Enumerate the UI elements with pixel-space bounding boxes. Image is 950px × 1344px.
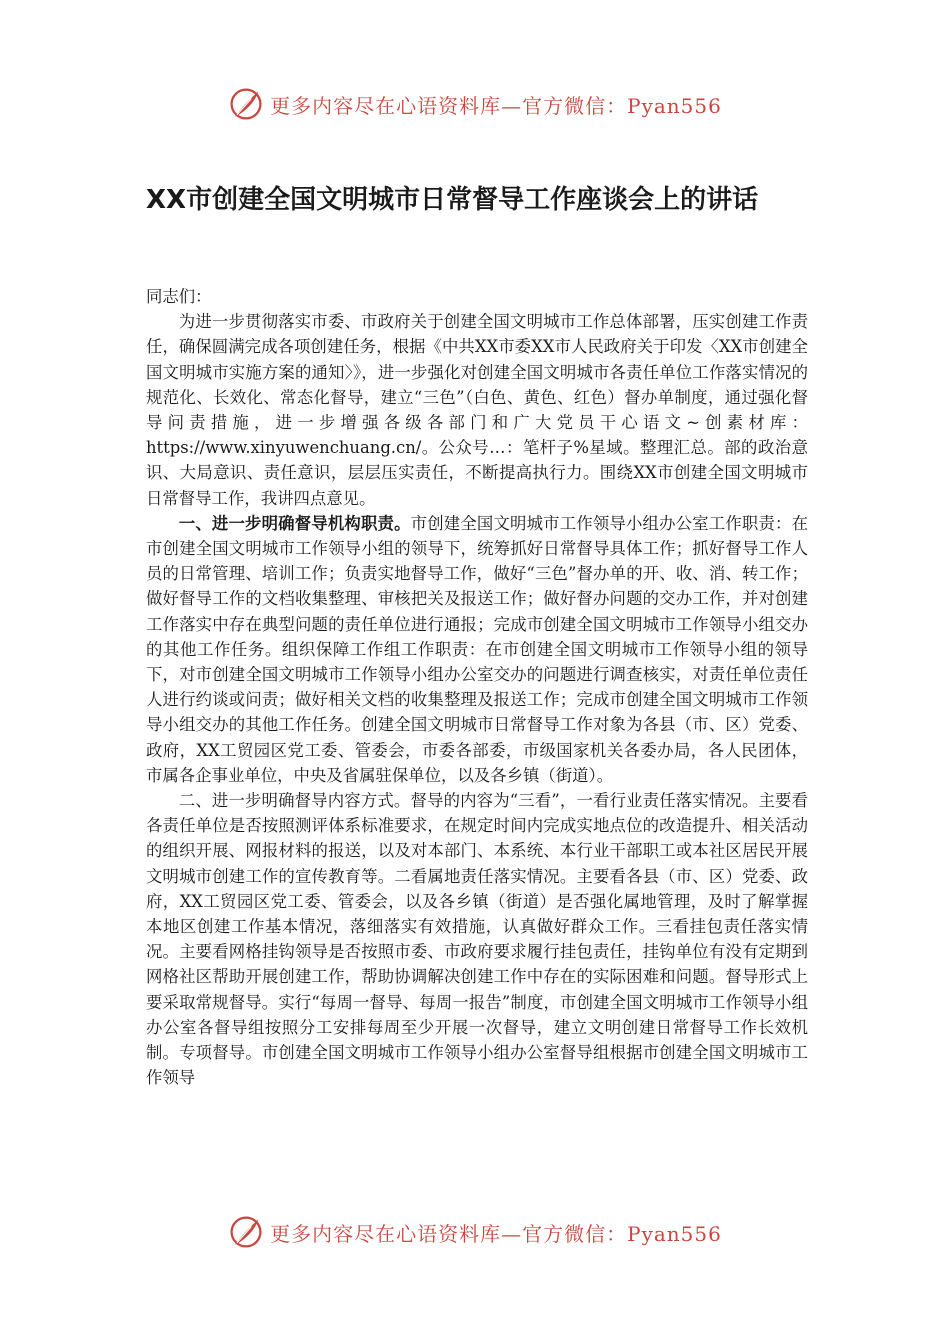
footer-watermark-banner: [0, 1210, 950, 1254]
header-watermark-banner: [0, 82, 950, 126]
document-title: XX市创建全国文明城市日常督导工作座谈会上的讲话: [146, 185, 759, 215]
salutation: 同志们：: [146, 287, 212, 306]
paragraph-text: 市创建全国文明城市工作领导小组办公室工作职责：在市创建全国文明城市工作领导小组的领导下，统筹抓好日常督导具体工作；抓好督导工作人员的日常管理、培训工作；负责实地督导工作，做好“三色”督办单的开、收、消、转工作；做好督导工作的文档收集整理、审核把关及报送工作；做好督办问题的交办工作，并对创建工作落实中存在典型问题的责任单位进行通报；完成市创建全国文明城市工作领导小组交办的其他工作任务。组织保障工作组工作职责：在市创建全国文明城市工作领导小组的领导下，对市创建全国文明城市工作领导小组办公室交办的问题进行调查核实，对责任单位责任人进行约谈或问责；做好相关文档的收集整理及报送工作；完成市创建全国文明城市工作领导小组交办的其他工作任务。创建全国文明城市日常督导工作对象为各县（市、区）党委、政府，XX工贸园区党工委、管委会，市委各部委，市级国家机关各委办局，各人民团体，市属各企事业单位，中央及省属驻保单位，以及各乡镇（街道）。: [146, 513, 808, 785]
paragraph-section-2: [146, 788, 808, 1090]
paragraph-text: 二、进一步明确督导内容方式。督导的内容为“三看”，一看行业责任落实情况。主要看各责任单位是否按照测评体系标准要求，在规定时间内完成实地点位的改造提升、相关活动的组织开展、网报材料的报送，以及对本部门、本系统、本行业干部职工或本社区居民开展文明城市创建工作的宣传教育等。二看属地责任落实情况。主要看各县（市、区）党委、政府，XX工贸园区党工委、管委会，以及各乡镇（街道）是否强化属地管理，及时了解掌握本地区创建工作基本情况，落细落实有效措施，认真做好群众工作。三看挂包责任落实情况。主要看网格挂钩领导是否按照市委、市政府要求履行挂包责任，挂钩单位有没有定期到网格社区帮助开展创建工作，帮助协调解决创建工作中存在的实际困难和问题。督导形式上要采取常规督导。实行“每周一督导、每周一报告”制度，市创建全国文明城市工作领导小组办公室各督导组按照分工安排每周至少开展一次督导，建立文明创建日常督导工作长效机制。专项督导。市创建全国文明城市工作领导小组办公室督导组根据市创建全国文明城市工作领导: [146, 791, 808, 1088]
quill-logo-icon: [228, 86, 264, 122]
section-heading: 一、进一步明确督导机构职责。: [178, 513, 411, 533]
quill-logo-icon: [228, 1214, 264, 1250]
watermark-text: 更多内容尽在心语资料库—官方微信：Pyan556: [270, 93, 722, 118]
paragraph-section-1: [146, 511, 808, 788]
document-body: [146, 284, 808, 1091]
watermark-text: 更多内容尽在心语资料库—官方微信：Pyan556: [270, 1221, 722, 1246]
paragraph-intro: [146, 309, 808, 511]
paragraph-text: 为进一步贯彻落实市委、市政府关于创建全国文明城市工作总体部署，压实创建工作责任，确保圆满完成各项创建任务，根据《中共XX市委XX市人民政府关于印发〈XX市创建全国文明城市实施方案的通知〉》，进一步强化对创建全国文明城市各责任单位工作落实情况的规范化、长效化、常态化督导，建立“三色”（白色、黄色、红色）督办单制度，通过强化督导问责措施，进一步增强各级各部门和广大党员干心语文~创素材库：https://www.xinyuwenchuang.cn/。公众号…：笔杆子%星域。整理汇总。部的政治意识、大局意识、责任意识，层层压实责任，不断提高执行力。围绕XX市创建全国文明城市日常督导工作，我讲四点意见。: [146, 312, 808, 508]
